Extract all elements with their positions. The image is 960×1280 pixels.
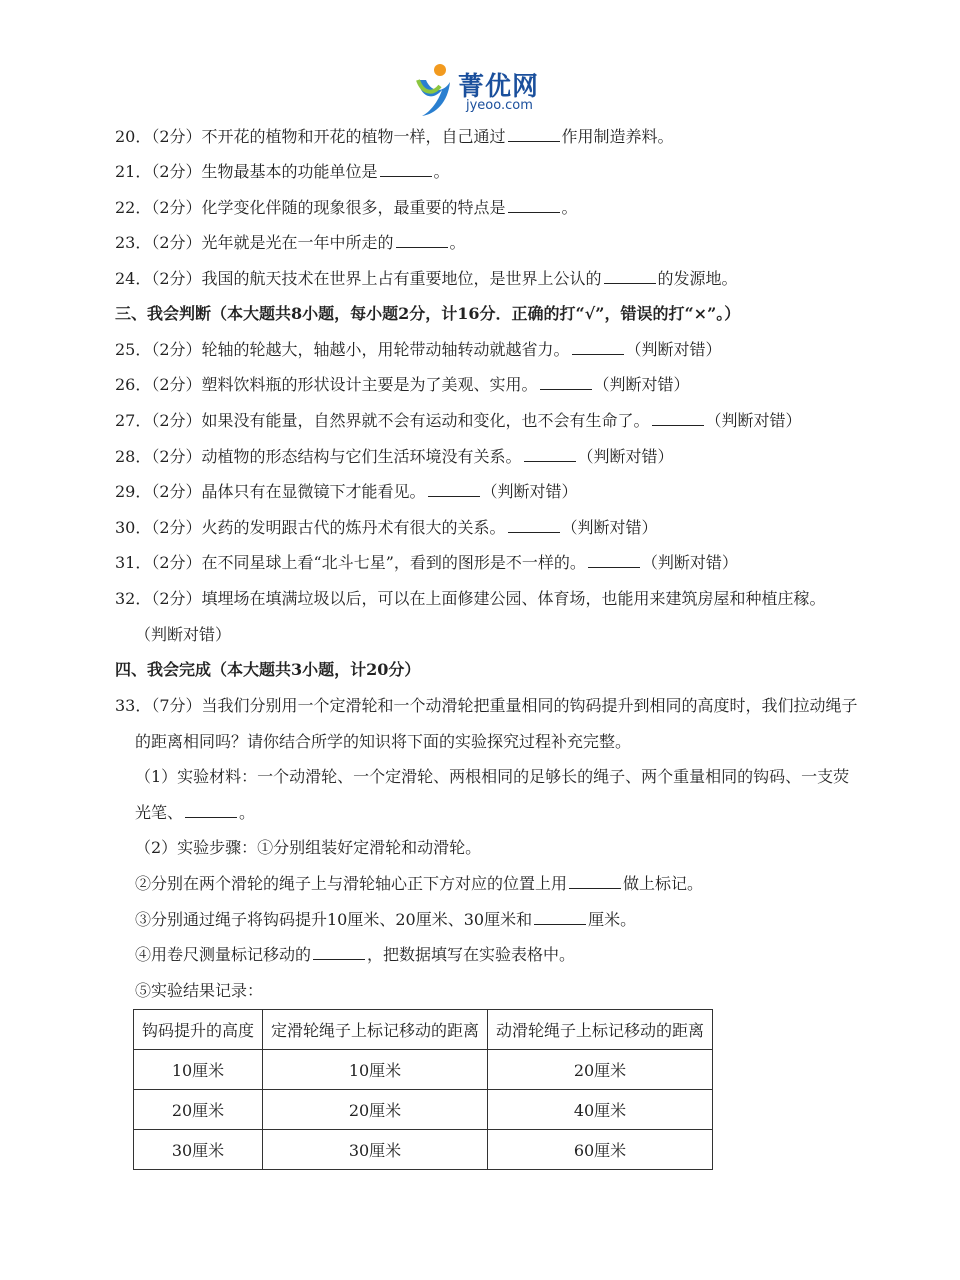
table-cell: 30厘米 xyxy=(134,1130,263,1170)
table-cell: 10厘米 xyxy=(263,1050,488,1090)
answer-blank[interactable] xyxy=(508,518,560,533)
experiment-step-3: ③分别通过绳子将钩码提升10厘米、20厘米、30厘米和 厘米。 xyxy=(135,910,637,929)
table-row xyxy=(134,1130,713,1170)
table-header-cell: 定滑轮绳子上标记移动的距离 xyxy=(263,1010,488,1050)
answer-blank[interactable] xyxy=(508,198,560,213)
experiment-materials-line-1: （1）实验材料：一个动滑轮、一个定滑轮、两根相同的足够长的绳子、两个重量相同的钩码、一支荧 xyxy=(135,767,850,786)
table-cell: 40厘米 xyxy=(488,1090,713,1130)
answer-blank[interactable] xyxy=(540,375,592,390)
experiment-step-4: ④用卷尺测量标记移动的 ，把数据填写在实验表格中。 xyxy=(135,945,576,964)
answer-blank[interactable] xyxy=(588,553,640,568)
question-26: 26．（2分）塑料饮料瓶的形状设计主要是为了美观、实用。 （判断对错） xyxy=(115,375,690,394)
answer-blank[interactable] xyxy=(524,447,576,462)
answer-blank[interactable] xyxy=(313,945,365,960)
table-cell: 20厘米 xyxy=(488,1050,713,1090)
table-cell: 30厘米 xyxy=(263,1130,488,1170)
logo-domain: jyeoo.com xyxy=(466,98,533,113)
logo-brand: 菁优网 xyxy=(458,72,540,102)
experiment-step-1: （2）实验步骤：①分别组装好定滑轮和动滑轮。 xyxy=(135,838,482,857)
question-21: 21．（2分）生物最基本的功能单位是 。 xyxy=(115,162,450,181)
table-cell: 20厘米 xyxy=(134,1090,263,1130)
question-29: 29．（2分）晶体只有在显微镜下才能看见。 （判断对错） xyxy=(115,482,578,501)
table-row xyxy=(134,1050,713,1090)
answer-blank[interactable] xyxy=(572,340,624,355)
experiment-step-2: ②分别在两个滑轮的绳子上与滑轮轴心正下方对应的位置上用 做上标记。 xyxy=(135,874,704,893)
site-logo xyxy=(412,62,562,122)
section-3-title: 三、我会判断（本大题共8小题，每小题2分，计16分．正确的打“√”，错误的打“×”。） xyxy=(115,304,741,323)
answer-blank[interactable] xyxy=(652,411,704,426)
question-23: 23．（2分）光年就是光在一年中所走的 。 xyxy=(115,233,466,252)
question-27: 27．（2分）如果没有能量，自然界就不会有运动和变化，也不会有生命了。 （判断对错） xyxy=(115,411,802,430)
question-33-line-1: 33．（7分）当我们分别用一个定滑轮和一个动滑轮把重量相同的钩码提升到相同的高度时，我们拉动绳子 xyxy=(115,696,858,715)
table-cell: 10厘米 xyxy=(134,1050,263,1090)
answer-blank[interactable] xyxy=(534,910,586,925)
question-32-line-1: 32．（2分）填埋场在填满垃圾以后，可以在上面修建公园、体育场，也能用来建筑房屋和种植庄稼。 xyxy=(115,589,826,608)
table-header-cell: 动滑轮绳子上标记移动的距离 xyxy=(488,1010,713,1050)
question-25: 25．（2分）轮轴的轮越大，轴越小，用轮带动轴转动就越省力。 （判断对错） xyxy=(115,340,722,359)
answer-blank[interactable] xyxy=(396,233,448,248)
table-cell: 60厘米 xyxy=(488,1130,713,1170)
logo-figure-icon xyxy=(412,62,458,120)
answer-blank[interactable] xyxy=(185,803,237,818)
answer-blank[interactable] xyxy=(508,127,560,142)
table-header-cell: 钩码提升的高度 xyxy=(134,1010,263,1050)
question-22: 22．（2分）化学变化伴随的现象很多，最重要的特点是 。 xyxy=(115,198,578,217)
experiment-step-5: ⑤实验结果记录： xyxy=(135,981,264,1000)
question-20: 20．（2分）不开花的植物和开花的植物一样，自己通过 作用制造养料。 xyxy=(115,127,674,146)
answer-blank[interactable] xyxy=(569,874,621,889)
answer-blank[interactable] xyxy=(380,162,432,177)
experiment-materials-line-2: 光笔、 。 xyxy=(135,803,256,822)
answer-blank[interactable] xyxy=(428,482,480,497)
question-32-line-2: （判断对错） xyxy=(135,625,232,644)
experiment-results-table xyxy=(133,1009,713,1170)
table-header-row xyxy=(134,1010,713,1050)
question-33-line-2: 的距离相同吗？请你结合所学的知识将下面的实验探究过程补充完整。 xyxy=(135,732,632,751)
question-24: 24．（2分）我国的航天技术在世界上占有重要地位，是世界上公认的 的发源地。 xyxy=(115,269,738,288)
question-30: 30．（2分）火药的发明跟古代的炼丹术有很大的关系。 （判断对错） xyxy=(115,518,658,537)
section-4-title: 四、我会完成（本大题共3小题，计20分） xyxy=(115,660,421,679)
table-cell: 20厘米 xyxy=(263,1090,488,1130)
table-row xyxy=(134,1090,713,1130)
question-31: 31．（2分）在不同星球上看“北斗七星”，看到的图形是不一样的。 （判断对错） xyxy=(115,553,738,572)
question-28: 28．（2分）动植物的形态结构与它们生活环境没有关系。 （判断对错） xyxy=(115,447,674,466)
answer-blank[interactable] xyxy=(604,269,656,284)
